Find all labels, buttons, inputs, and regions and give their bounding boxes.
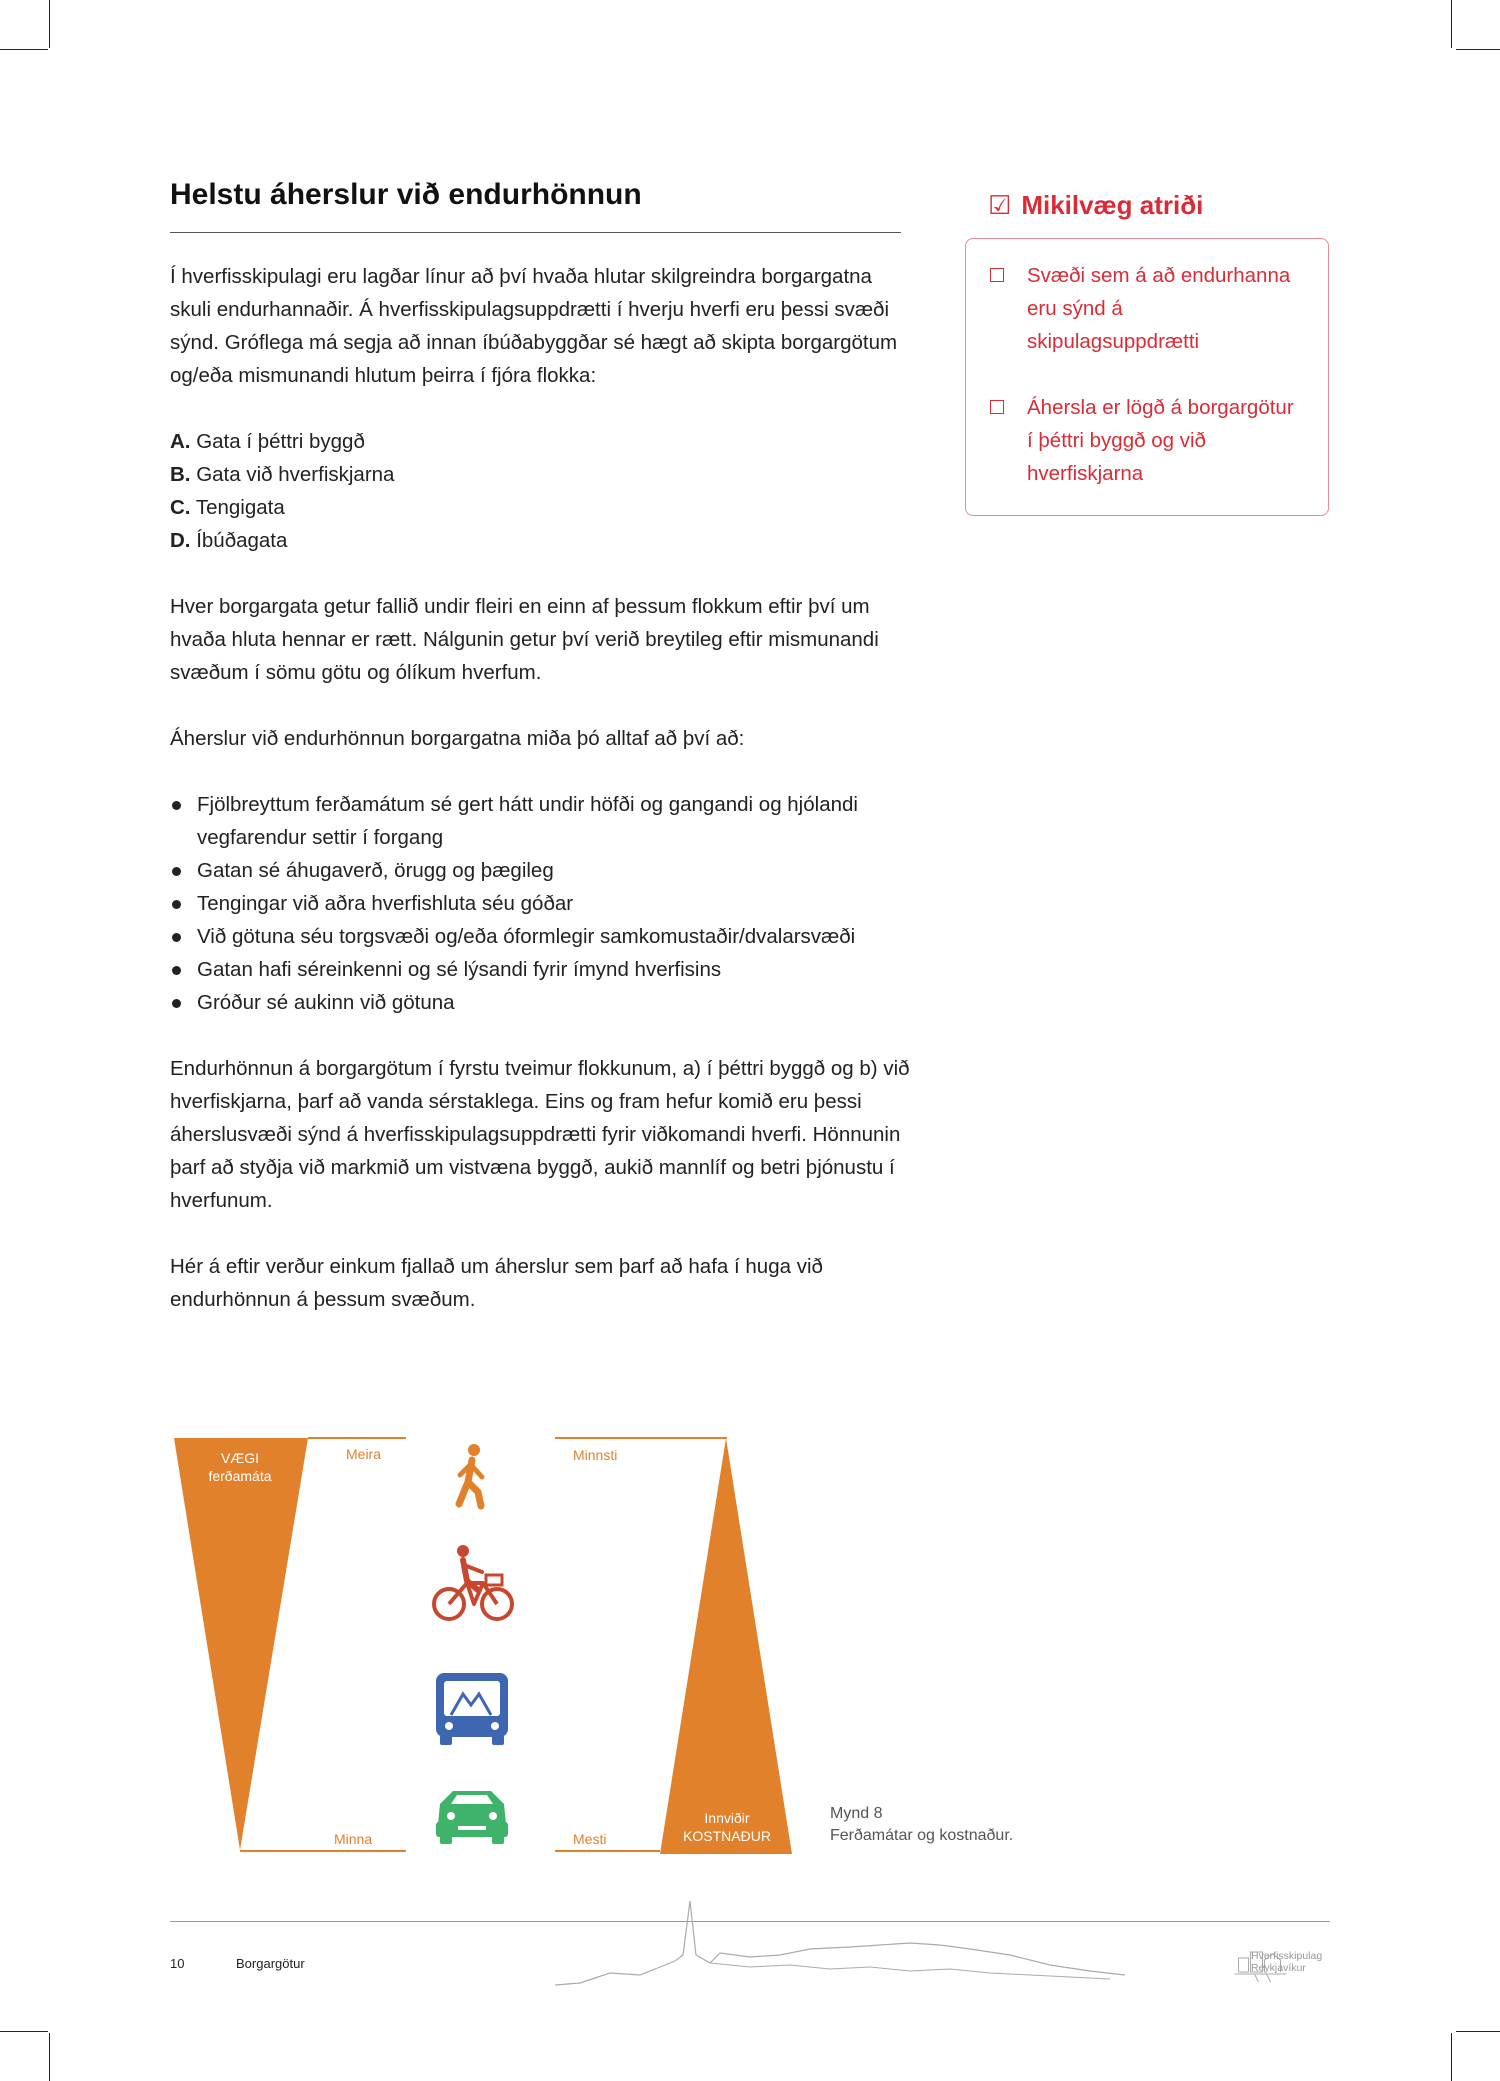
transport-cost-diagram — [170, 1430, 870, 1860]
caption-text: Ferðamátar og kostnaður. — [830, 1827, 1014, 1844]
paragraph-5: Hér á eftir verður einkum fjallað um áherslur sem þarf að hafa í huga við endurhönnun á þessum svæðum. — [170, 1255, 823, 1311]
bicycle-icon — [434, 1545, 512, 1619]
checkbox-icon — [990, 268, 1004, 282]
right-label-line1: Innviðir — [704, 1810, 750, 1826]
category-item: C. Tengigata — [170, 496, 285, 519]
less-label: Minna — [334, 1831, 373, 1847]
crop-mark — [0, 2031, 48, 2032]
bullet-item: Við götuna séu torgsvæði og/eða óformlegir samkomustaðir/dvalarsvæði — [170, 920, 910, 953]
right-label-line2: KOSTNAÐUR — [683, 1828, 771, 1844]
checkmark-icon: ☑ — [988, 190, 1012, 220]
category-item: D. Íbúðagata — [170, 529, 288, 552]
bus-icon — [436, 1673, 508, 1745]
paragraph-4: Endurhönnun á borgargötum í fyrstu tveimur flokkunum, a) í þéttri byggð og b) við hverfiskjarna, þarf að vanda sérstaklega. Eins og fram hefur komið eru þessi áherslusvæði sýnd á hverfisskipulagsuppdrætti fyrir viðkomandi hverfi. Hönnunin þarf að styðja við markmið um vistvæna byggð, aukið mannlíf og betri þjónustu í hverfunum. — [170, 1057, 910, 1212]
page-number: 10 — [170, 1956, 185, 1971]
bullet-item: Tengingar við aðra hverfishluta séu góðar — [170, 887, 910, 920]
mode-weight-triangle — [174, 1438, 308, 1850]
body-text — [170, 260, 910, 1349]
skyline-illustration — [550, 1895, 1130, 1990]
sidebar-item: Áhersla er lögð á borgargötur í þéttri byggð og við hverfiskjarna — [990, 391, 1300, 490]
caption-number: Mynd 8 — [830, 1805, 883, 1822]
bullet-item: Gróður sé aukinn við götuna — [170, 986, 910, 1019]
sidebar-box — [965, 238, 1329, 516]
page-heading: Helstu áherslur við endurhönnun — [170, 178, 642, 211]
figure-caption — [830, 1803, 1013, 1847]
left-label-line2: ferðamáta — [208, 1468, 272, 1484]
category-item: B. Gata við hverfiskjarna — [170, 463, 395, 486]
crop-mark — [1451, 2033, 1452, 2081]
bullet-item: Fjölbreyttum ferðamátum sé gert hátt undir höfði og gangandi og hjólandi vegfarendur settir í forgang — [170, 788, 910, 854]
least-label: Minnsti — [573, 1447, 618, 1463]
footer-title: Borgargötur — [236, 1956, 305, 1971]
crop-mark — [1456, 49, 1500, 50]
intro-paragraph: Í hverfisskipulagi eru lagðar línur að því hvaða hlutar skilgreindra borgargatna skuli endurhannaðir. Á hverfisskipulagsuppdrætti í hverju hverfi eru þessi svæði sýnd. Gróflega má segja að innan íbúðabyggðar sé hægt að skipta borgargötum og/eða mismunandi hlutum þeirra í fjóra flokka: — [170, 265, 898, 387]
car-icon — [436, 1791, 508, 1844]
crop-mark — [1451, 0, 1452, 48]
paragraph-3: Áherslur við endurhönnun borgargatna miða þó alltaf að því að: — [170, 727, 745, 750]
more-label: Meira — [346, 1446, 382, 1462]
category-item: A. Gata í þéttri byggð — [170, 430, 365, 453]
bullet-item: Gatan sé áhugaverð, örugg og þægileg — [170, 854, 910, 887]
bullet-item: Gatan hafi séreinkenni og sé lýsandi fyrir ímynd hverfisins — [170, 953, 910, 986]
crop-mark — [1456, 2031, 1500, 2032]
most-label: Mesti — [573, 1831, 607, 1847]
crop-mark — [49, 2033, 50, 2081]
walking-icon — [459, 1444, 482, 1506]
sidebar-title: ☑ Mikilvæg atriði — [988, 190, 1204, 220]
cost-triangle — [660, 1438, 792, 1854]
sidebar-item: Svæði sem á að endurhanna eru sýnd á skipulagsuppdrætti — [990, 259, 1300, 358]
logo-text: Hverfisskipulag Reykjavíkur — [1251, 1950, 1323, 1974]
checkbox-icon — [990, 400, 1004, 414]
crop-mark — [49, 0, 50, 48]
left-label-line1: VÆGI — [220, 1450, 260, 1466]
heading-rule — [170, 232, 901, 233]
crop-mark — [0, 49, 48, 50]
bullet-list — [170, 788, 910, 1019]
paragraph-2: Hver borgargata getur fallið undir fleiri en einn af þessum flokkum eftir því um hvaða hluta hennar er rætt. Nálgunin getur því verið breytileg eftir mismunandi svæðum í sömu götu og ólíkum hverfum. — [170, 595, 879, 684]
category-list — [170, 425, 910, 557]
